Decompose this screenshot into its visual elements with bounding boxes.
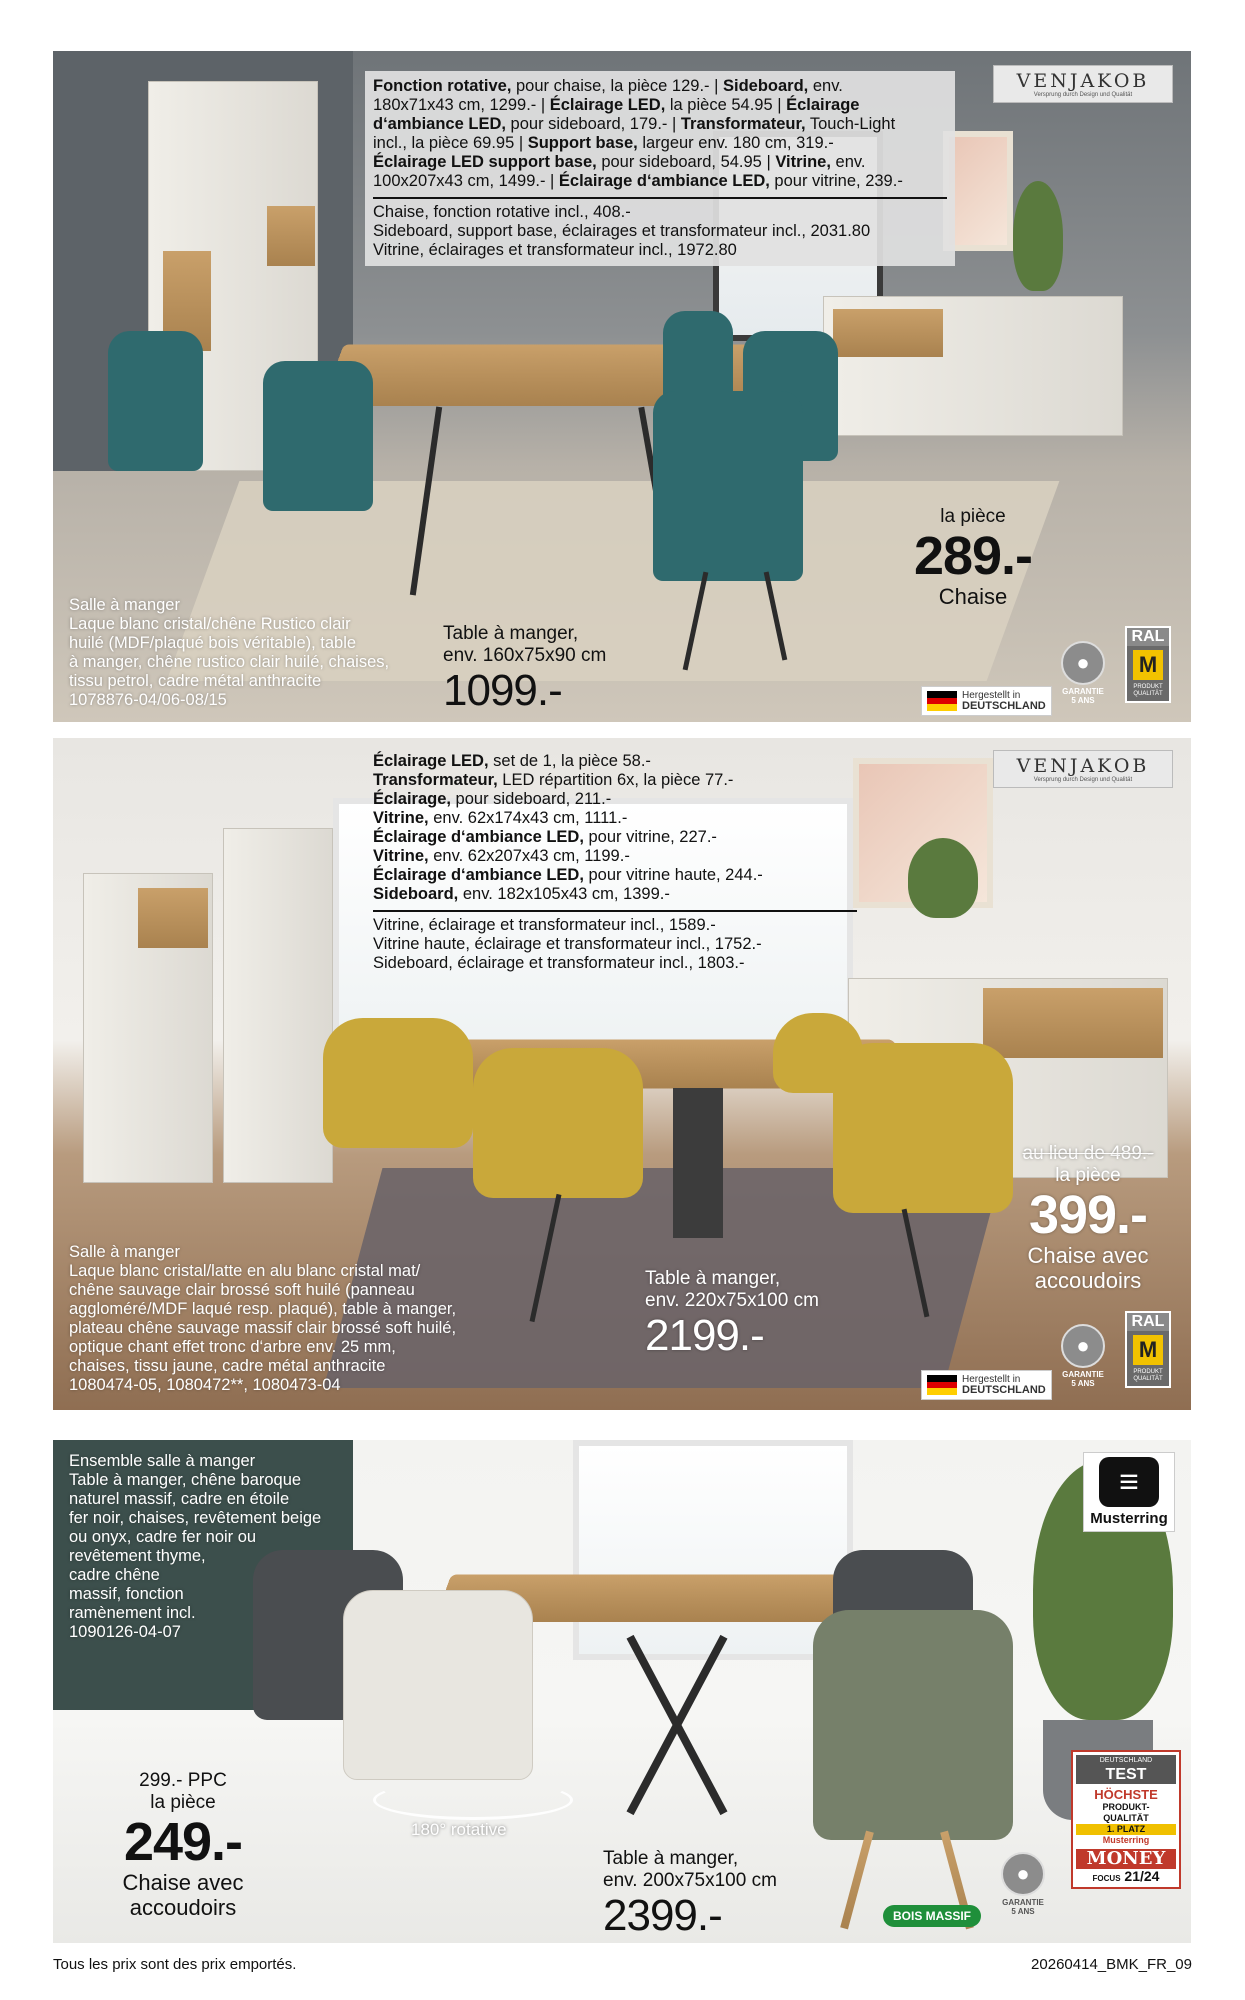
info-line: Éclairage d‘ambiance LED, pour vitrine, 227.- — [373, 828, 717, 846]
summary-line: Chaise, fonction rotative incl., 408.- — [373, 203, 631, 221]
guarantee-icon: ● — [1061, 1324, 1105, 1368]
chair-image — [473, 1048, 643, 1198]
chair-price: 399.- — [1028, 1185, 1148, 1245]
separator-line — [373, 197, 947, 199]
venjakob-logo: VENJAKOB Versprung durch Design und Qualität — [993, 750, 1173, 788]
ral-quality-badge: RAL M PRODUKT QUALITÄT — [1125, 1311, 1171, 1388]
info-line: incl., la pièce 69.95 | Support base, largeur env. 180 cm, 319.- — [373, 134, 834, 152]
info-line: Transformateur, LED répartition 6x, la pièce 77.- — [373, 771, 734, 789]
table-price: 1099.- — [443, 666, 562, 715]
info-line: Éclairage d‘ambiance LED, pour vitrine haute, 244.- — [373, 866, 763, 884]
table-price-block: Table à manger, env. 200x75x100 cm 2399.- — [603, 1848, 777, 1940]
test-seal: DEUTSCHLAND TEST HÖCHSTE PRODUKT- QUALITÄT 1. PLATZ Musterring MONEY FOCUS 21/24 — [1071, 1750, 1181, 1889]
table-price: 2199.- — [645, 1311, 764, 1360]
table-price-block: Table à manger, env. 220x75x100 cm 2199.- — [645, 1268, 819, 1360]
vitrine-wood-niche-upper — [267, 206, 315, 266]
product-description: Ensemble salle à manger Table à manger, chêne baroque naturel massif, cadre en étoile fer noir, chaises, revêtement beige ou onyx, cadre fer noir ou revêtement thyme, cadre chêne massif, fonction ramènement incl. 1090126-04-07 — [69, 1452, 322, 1641]
old-price: au lieu de 489.- — [1022, 1143, 1154, 1164]
chair-price: 249.- — [123, 1812, 243, 1872]
vitrine-wood-niche — [138, 888, 208, 948]
info-line: d‘ambiance LED, pour sideboard, 179.- | Transformateur, Touch-Light — [373, 115, 896, 133]
chair-image — [263, 361, 373, 511]
chair-image — [343, 1590, 533, 1780]
info-line: 180x71x43 cm, 1299.- | Éclairage LED, la pièce 54.95 | Éclairage — [373, 96, 860, 114]
guarantee-icon: ● — [1001, 1852, 1045, 1896]
footer-note: Tous les prix sont des prix emportés. — [53, 1956, 297, 1973]
chair-price: 289.- — [913, 526, 1033, 586]
panel-venjakob-yellow — [53, 738, 1191, 1410]
vitrine-high-image — [223, 828, 333, 1183]
german-flag-icon — [927, 1375, 957, 1395]
chair-leg — [840, 1831, 874, 1930]
window-image — [573, 1440, 853, 1660]
table-price: 2399.- — [603, 1891, 722, 1940]
info-line: 100x207x43 cm, 1499.- | Éclairage d‘ambiance LED, pour vitrine, 239.- — [373, 172, 903, 190]
chair-image — [108, 331, 203, 471]
info-line: Fonction rotative, pour chaise, la pièce 129.- | Sideboard, env. — [373, 77, 843, 95]
summary-line: Vitrine, éclairage et transformateur incl., 1589.- — [373, 916, 716, 934]
chair-image — [653, 391, 803, 581]
musterring-logo: ≡ Musterring — [1083, 1452, 1175, 1532]
product-description: Salle à manger Laque blanc cristal/latte en alu blanc cristal mat/ chêne sauvage clair brossé soft huilé (panneau aggloméré/MDF laqué resp. plaqué), table à manger, plateau chêne sauvage massif clair brossé soft huilé, optique chant effet tronc d‘arbre env. 25 mm, chaises, tissu jaune, cadre métal anthracite 1080474-05, 1080472**, 1080473-04 — [69, 1243, 457, 1394]
price-details-box — [365, 746, 865, 979]
guarantee-badge: ● GARANTIE 5 ANS — [993, 1852, 1053, 1916]
summary-line: Vitrine, éclairages et transformateur incl., 1972.80 — [373, 241, 737, 259]
info-line: Éclairage LED, set de 1, la pièce 58.- — [373, 752, 651, 770]
info-line: Éclairage, pour sideboard, 211.- — [373, 790, 612, 808]
sideboard-wood-niche — [833, 309, 943, 357]
old-price: 299.- PPC — [139, 1770, 227, 1791]
german-flag-icon — [927, 691, 957, 711]
chair-price-block: au lieu de 489.- la pièce 399.- Chaise avec accoudoirs — [988, 1143, 1188, 1293]
panel-venjakob-petrol — [53, 51, 1191, 722]
summary-line: Vitrine haute, éclairage et transformateur incl., 1752.- — [373, 935, 762, 953]
chair-image — [323, 1018, 473, 1148]
made-in-germany-badge: Hergestellt in DEUTSCHLAND — [921, 686, 1052, 716]
table-pedestal — [673, 1088, 723, 1238]
price-details-box — [365, 71, 955, 266]
chair-price-block: la pièce 289.- Chaise — [873, 506, 1073, 609]
panel-musterring — [53, 1440, 1191, 1943]
info-line: Éclairage LED support base, pour sideboard, 54.95 | Vitrine, env. — [373, 153, 866, 171]
plant-image — [1013, 181, 1063, 291]
musterring-mark-icon: ≡ — [1099, 1457, 1159, 1507]
product-description: Salle à manger Laque blanc cristal/chêne Rustico clair huilé (MDF/plaqué bois véritable), table à manger, chêne rustico clair huilé, chaises, tissu petrol, cadre métal anthracite 1078876-04/06-08/15 — [69, 596, 390, 709]
ral-quality-badge: RAL M PRODUKT QUALITÄT — [1125, 626, 1171, 703]
rotation-arrow-icon — [373, 1780, 573, 1820]
sideboard-wood-niche — [983, 988, 1163, 1058]
bois-massif-badge: BOIS MASSIF — [883, 1905, 981, 1927]
info-line: Vitrine, env. 62x174x43 cm, 1111.- — [373, 809, 628, 827]
made-in-germany-badge: Hergestellt in DEUTSCHLAND — [921, 1370, 1052, 1400]
chair-image — [813, 1610, 1013, 1840]
rotation-label: 180° rotative — [411, 1820, 507, 1839]
chair-price-block: 299.- PPC la pièce 249.- Chaise avec accoudoirs — [83, 1770, 283, 1920]
flower-vase-image — [908, 838, 978, 918]
info-line: Vitrine, env. 62x207x43 cm, 1199.- — [373, 847, 630, 865]
table-price-block: Table à manger, env. 160x75x90 cm 1099.- — [443, 623, 607, 715]
chair-image — [833, 1043, 1013, 1213]
guarantee-icon: ● — [1061, 641, 1105, 685]
separator-line — [373, 910, 857, 912]
venjakob-logo: VENJAKOB Versprung durch Design und Qualität — [993, 65, 1173, 103]
summary-line: Sideboard, support base, éclairages et transformateur incl., 2031.80 — [373, 222, 871, 240]
summary-line: Sideboard, éclairage et transformateur incl., 1803.- — [373, 954, 745, 972]
guarantee-badge: ● GARANTIE 5 ANS — [1053, 641, 1113, 705]
footer-code: 20260414_BMK_FR_09 — [1031, 1956, 1192, 1973]
info-line: Sideboard, env. 182x105x43 cm, 1399.- — [373, 885, 670, 903]
guarantee-badge: ● GARANTIE 5 ANS — [1053, 1324, 1113, 1388]
